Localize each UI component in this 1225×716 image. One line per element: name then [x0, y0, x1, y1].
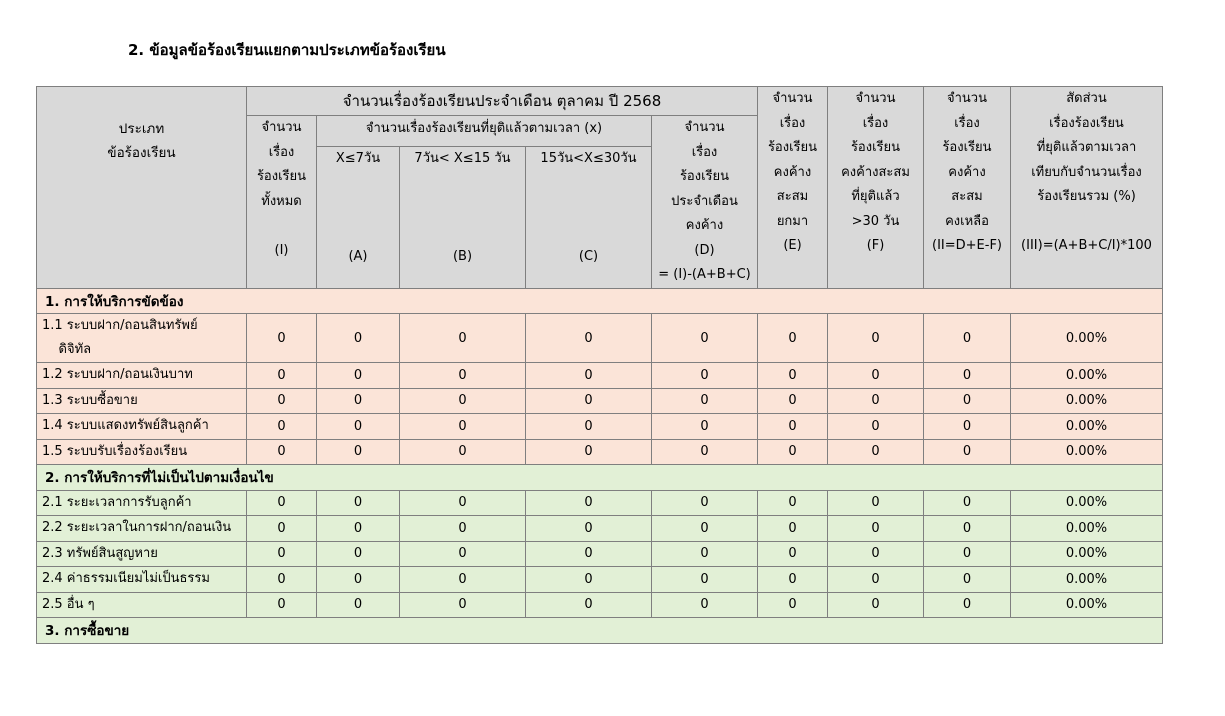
header-line: เรื่อง: [862, 115, 889, 131]
header-line: ที่ยุติแล้วตามเวลา: [1036, 140, 1137, 155]
header-line: (D): [694, 242, 715, 258]
header-line: [317, 171, 399, 196]
header-line: เรื่อง: [691, 144, 718, 160]
value-cell: 0: [758, 516, 828, 542]
header-line: สะสม: [776, 189, 809, 204]
value-cell: 0: [652, 490, 758, 516]
header-line: (I): [274, 242, 289, 258]
value-cell: 0: [758, 439, 828, 465]
value-cell: 0: [828, 388, 924, 414]
header-line: ทั้งหมด: [261, 193, 302, 209]
value-cell: 0: [828, 314, 924, 363]
value-cell: 0.00%: [1011, 363, 1163, 389]
section-title-cell: 3. การซื้อขาย: [37, 618, 1163, 644]
header-line: ร้องเรียน: [767, 140, 818, 155]
row-label: [37, 516, 247, 542]
header-col-c: [526, 146, 652, 288]
header-line: [247, 214, 316, 239]
value-cell: 0: [526, 567, 652, 593]
table-row: [37, 516, 1163, 542]
header-col-i: [247, 116, 317, 289]
value-cell: 0.00%: [1011, 516, 1163, 542]
row-label: [37, 490, 247, 516]
row-label: [37, 363, 247, 389]
value-cell: 0: [400, 490, 526, 516]
value-cell: 0: [317, 363, 400, 389]
row-label: [37, 414, 247, 440]
value-cell: 0: [758, 388, 828, 414]
value-cell: 0: [758, 414, 828, 440]
header-line: [400, 171, 525, 196]
table-row: [37, 388, 1163, 414]
table-body: [37, 288, 1163, 643]
row-label-line: 1.1 ระบบฝาก/ถอนสินทรัพย์: [42, 318, 198, 333]
value-cell: 0: [652, 414, 758, 440]
value-cell: 0.00%: [1011, 567, 1163, 593]
row-label-line: 1.4 ระบบแสดงทรัพย์สินลูกค้า: [42, 418, 209, 434]
value-cell: 0: [828, 490, 924, 516]
header-line: ร้องเรียนรวม (%): [1037, 189, 1136, 204]
header-line: ยกมา: [776, 213, 809, 229]
header-line: [317, 220, 399, 245]
header-line: [400, 196, 525, 221]
row-label-line: 2.2 ระยะเวลาในการฝาก/ถอนเงิน: [42, 520, 232, 536]
header-line: คงค้าง: [685, 218, 724, 233]
value-cell: 0: [828, 414, 924, 440]
value-cell: 0: [758, 490, 828, 516]
value-cell: 0: [924, 490, 1011, 516]
value-cell: 0: [400, 363, 526, 389]
value-cell: 0: [758, 541, 828, 567]
section-header-row: [37, 465, 1163, 491]
row-label-line: 1.5 ระบบรับเรื่องร้องเรียน: [42, 443, 188, 459]
value-cell: 0: [924, 567, 1011, 593]
value-cell: 0: [400, 567, 526, 593]
row-label-line: 2.3 ทรัพย์สินสูญหาย: [42, 545, 158, 561]
header-line: สัดส่วน: [1066, 91, 1107, 106]
header-line: สะสม: [951, 189, 983, 204]
header-line: [526, 220, 651, 245]
value-cell: 0.00%: [1011, 314, 1163, 363]
header-line: (B): [452, 248, 473, 264]
header-monthly-group: จำนวนเรื่องร้องเรียนประจำเดือน ตุลาคม ปี 2568: [247, 87, 758, 116]
header-line: [400, 220, 525, 245]
value-cell: 0: [924, 439, 1011, 465]
header-line: ประจำเดือน: [671, 193, 738, 209]
header-line: จำนวน: [947, 91, 987, 106]
value-cell: 0: [526, 490, 652, 516]
header-line: (III)=(A+B+C/I)*100: [1021, 238, 1152, 253]
header-col-e: [758, 87, 828, 289]
value-cell: 0: [828, 439, 924, 465]
value-cell: 0: [247, 314, 317, 363]
value-cell: 0: [247, 414, 317, 440]
value-cell: 0: [247, 567, 317, 593]
value-cell: 0: [652, 439, 758, 465]
value-cell: 0: [400, 541, 526, 567]
value-cell: 0: [247, 541, 317, 567]
header-line: = (I)-(A+B+C): [658, 267, 751, 282]
row-label-line: 1.3 ระบบซื้อขาย: [42, 392, 138, 408]
section-title: 2. ข้อมูลข้อร้องเรียนแยกตามประเภทข้อร้องเรียน: [128, 41, 446, 59]
value-cell: 0: [247, 516, 317, 542]
section-header-row: [37, 618, 1163, 644]
value-cell: 0: [828, 592, 924, 618]
value-cell: 0.00%: [1011, 541, 1163, 567]
section-title-cell: 2. การให้บริการที่ไม่เป็นไปตามเงื่อนไข: [37, 465, 1163, 491]
table-row: [37, 414, 1163, 440]
table-row: [37, 567, 1163, 593]
value-cell: 0: [828, 567, 924, 593]
value-cell: 0: [526, 414, 652, 440]
header-line: จำนวน: [855, 91, 896, 106]
value-cell: 0: [924, 314, 1011, 363]
header-col-f: [828, 87, 924, 289]
row-label: [37, 567, 247, 593]
header-resolved-group: จำนวนเรื่องร้องเรียนที่ยุติแล้วตามเวลา (x): [317, 116, 652, 147]
value-cell: 0: [828, 541, 924, 567]
row-label: [37, 314, 247, 363]
value-cell: 0: [317, 516, 400, 542]
value-cell: 0.00%: [1011, 592, 1163, 618]
header-line: ร้องเรียน: [850, 140, 901, 155]
value-cell: 0: [828, 363, 924, 389]
header-col-b: [400, 146, 526, 288]
header-line: จำนวน: [772, 91, 813, 106]
table-row: [37, 314, 1163, 363]
header-col-d: [652, 116, 758, 289]
header-col-iii: [1011, 87, 1163, 289]
header-line: (II=D+E-F): [932, 238, 1002, 253]
header-line: เรื่อง: [954, 115, 980, 131]
header-line: คงเหลือ: [945, 213, 989, 229]
value-cell: 0: [247, 388, 317, 414]
header-line: 7วัน< X≤15 วัน: [414, 150, 511, 166]
value-cell: 0: [526, 363, 652, 389]
header-line: (A): [348, 248, 368, 264]
table-row: [37, 363, 1163, 389]
row-label-line: 2.1 ระยะเวลาการรับลูกค้า: [42, 494, 192, 510]
row-label-line: 2.5 อื่น ๆ: [42, 596, 95, 612]
value-cell: 0: [317, 414, 400, 440]
table-row: [37, 541, 1163, 567]
row-label: [37, 439, 247, 465]
section-header-row: [37, 288, 1163, 314]
header-line: เทียบกับจำนวนเรื่อง: [1031, 164, 1142, 180]
value-cell: 0: [652, 541, 758, 567]
value-cell: 0: [526, 314, 652, 363]
header-line: [526, 171, 651, 196]
header-line: ที่ยุติแล้ว: [851, 189, 900, 204]
header-line: (C): [578, 248, 599, 264]
value-cell: 0: [652, 314, 758, 363]
value-cell: 0.00%: [1011, 388, 1163, 414]
value-cell: 0: [247, 439, 317, 465]
complaints-table: [36, 86, 1163, 644]
value-cell: 0: [317, 388, 400, 414]
row-label-line: 1.2 ระบบฝาก/ถอนเงินบาท: [42, 367, 193, 383]
table-row: [37, 490, 1163, 516]
value-cell: 0: [924, 388, 1011, 414]
header-type: [37, 87, 247, 289]
value-cell: 0: [400, 592, 526, 618]
header-line: คงค้าง: [948, 164, 986, 180]
header-line: เรื่อง: [779, 115, 806, 131]
value-cell: 0: [924, 414, 1011, 440]
header-col-a: [317, 146, 400, 288]
value-cell: 0.00%: [1011, 490, 1163, 516]
value-cell: 0: [652, 567, 758, 593]
value-cell: 0: [828, 516, 924, 542]
header-line: ร้องเรียน: [942, 140, 992, 155]
value-cell: 0: [924, 541, 1011, 567]
value-cell: 0: [247, 363, 317, 389]
row-label-line: ดิจิทัล: [42, 342, 92, 357]
header-line: เรื่อง: [268, 144, 295, 160]
header-line: [317, 196, 399, 221]
table-row: [37, 439, 1163, 465]
row-label: [37, 541, 247, 567]
value-cell: 0: [317, 541, 400, 567]
value-cell: 0: [317, 439, 400, 465]
value-cell: 0: [758, 363, 828, 389]
header-line: จำนวน: [261, 120, 302, 135]
row-label-line: 2.4 ค่าธรรมเนียมไม่เป็นธรรม: [42, 571, 210, 587]
header-line: ร้องเรียน: [679, 169, 730, 184]
header-line: (E): [783, 238, 802, 253]
header-line: >30 วัน: [851, 213, 900, 229]
row-label: [37, 592, 247, 618]
value-cell: 0: [526, 388, 652, 414]
value-cell: 0: [400, 414, 526, 440]
header-line: [1011, 210, 1162, 235]
row-label: [37, 388, 247, 414]
value-cell: 0: [526, 541, 652, 567]
value-cell: 0.00%: [1011, 414, 1163, 440]
value-cell: 0: [317, 490, 400, 516]
value-cell: 0: [526, 516, 652, 542]
header-line: คงค้าง: [773, 164, 812, 180]
value-cell: 0: [247, 490, 317, 516]
header-line: ร้องเรียน: [256, 169, 307, 184]
value-cell: 0: [652, 388, 758, 414]
value-cell: 0: [400, 439, 526, 465]
header-line: จำนวน: [684, 120, 725, 135]
header-line: เรื่องร้องเรียน: [1049, 115, 1124, 131]
table-row: [37, 592, 1163, 618]
header-type-line: ข้อร้องเรียน: [107, 145, 176, 161]
value-cell: 0: [924, 363, 1011, 389]
value-cell: 0: [317, 567, 400, 593]
value-cell: 0: [652, 592, 758, 618]
value-cell: 0: [400, 314, 526, 363]
value-cell: 0: [526, 592, 652, 618]
section-title-cell: 1. การให้บริการขัดข้อง: [37, 288, 1163, 314]
value-cell: 0: [247, 592, 317, 618]
value-cell: 0: [652, 363, 758, 389]
value-cell: 0: [317, 314, 400, 363]
value-cell: 0: [758, 567, 828, 593]
value-cell: 0.00%: [1011, 439, 1163, 465]
header-line: 15วัน<X≤30วัน: [540, 150, 637, 166]
header-line: X≤7วัน: [335, 150, 381, 166]
header-type-line: ประเภท: [118, 121, 165, 137]
header-line: (F): [866, 238, 885, 253]
value-cell: 0: [758, 592, 828, 618]
value-cell: 0: [924, 592, 1011, 618]
value-cell: 0: [758, 314, 828, 363]
value-cell: 0: [652, 516, 758, 542]
header-line: คงค้างสะสม: [841, 164, 910, 180]
value-cell: 0: [317, 592, 400, 618]
value-cell: 0: [924, 516, 1011, 542]
header-col-ii: [924, 87, 1011, 289]
value-cell: 0: [400, 516, 526, 542]
header-line: [526, 196, 651, 221]
value-cell: 0: [526, 439, 652, 465]
value-cell: 0: [400, 388, 526, 414]
